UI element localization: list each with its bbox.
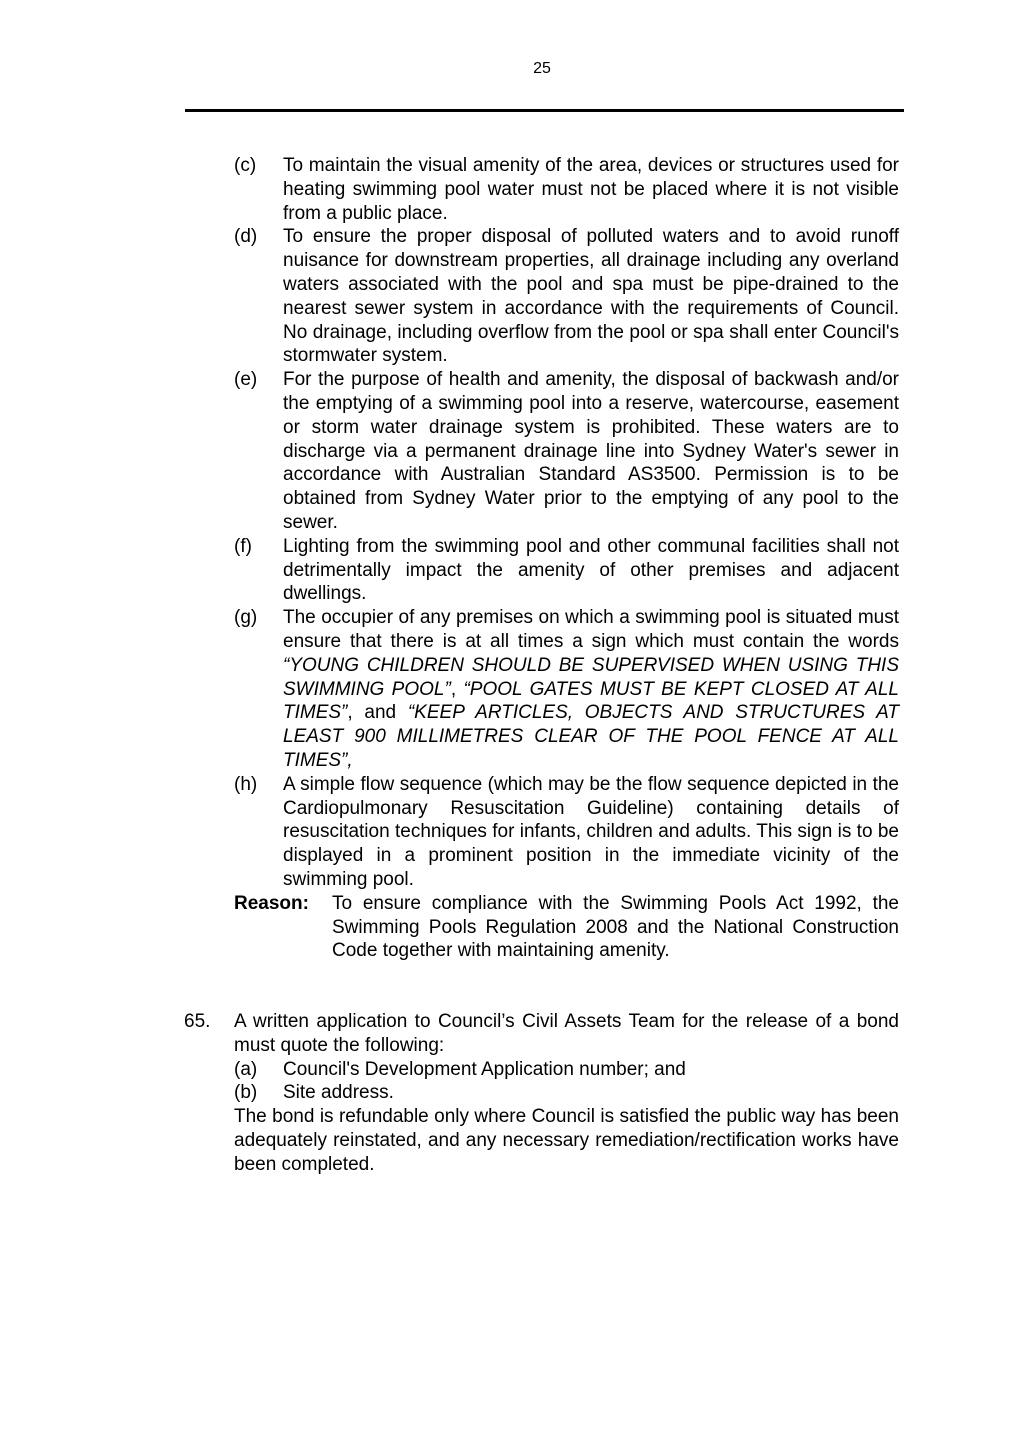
- condition-item-h: [234, 773, 899, 892]
- item-label: (c): [234, 155, 257, 176]
- condition-item-f: [234, 535, 899, 606]
- condition-subitem-b: [234, 1081, 899, 1105]
- condition-closing: The bond is refundable only where Council is satisfied the public way has been adequately reinstated, and any necessary remediation/rectification works have been completed.: [234, 1106, 899, 1175]
- subitem-label: (b): [234, 1082, 258, 1104]
- sign-quote-keep-articles: “KEEP ARTICLES, OBJECTS AND STRUCTURES AT LEAST 900 MILLIMETRES CLEAR OF THE POOL FENCE AT ALL TIMES”,: [283, 702, 899, 771]
- page-number: 25: [533, 60, 551, 77]
- item-text: A simple flow sequence (which may be the flow sequence depicted in the Cardiopulmonary Resuscitation Guideline) containing details of resuscitation techniques for infants, children and adults. This sign is to be displayed in a prominent position in the immediate vicinity of the swimming pool.: [283, 773, 899, 890]
- sign-quote-young-children: “YOUNG CHILDREN SHOULD BE SUPERVISED WHEN USING THIS SWIMMING POOL”: [283, 654, 899, 700]
- condition-item-c: [234, 154, 899, 225]
- item-text-intro: The occupier of any premises on which a swimming pool is situated must ensure that there is at all times a sign which must contain the words: [283, 607, 899, 652]
- condition-item-d: [234, 225, 899, 368]
- condition-subitem-a: [234, 1058, 899, 1082]
- item-label: (e): [234, 369, 258, 391]
- item-label: (d): [234, 226, 258, 248]
- reason-block: [234, 892, 899, 963]
- item-text: [283, 606, 899, 773]
- item-label: (g): [234, 607, 258, 629]
- separator: , and: [347, 702, 408, 724]
- item-label: (f): [234, 535, 252, 557]
- reason-label: Reason:: [234, 892, 309, 914]
- subitem-text: Council's Development Application number; and: [283, 1058, 686, 1080]
- item-text: For the purpose of health and amenity, the disposal of backwash and/or the emptying of a swimming pool into a reserve, watercourse, easement or storm water drainage system is prohibited. These waters are to discharge via a permanent drainage line into Sydney Water's sewer in accordance with Australian Standard AS3500. Permission is to be obtained from Sydney Water prior to the emptying of any pool to the sewer.: [283, 369, 899, 533]
- separator: ,: [450, 678, 464, 700]
- subitem-label: (a): [234, 1058, 258, 1080]
- item-label: (h): [234, 773, 258, 795]
- item-text: To maintain the visual amenity of the area, devices or structures used for heating swimming pool water must not be placed where it is not visible from a public place.: [283, 155, 899, 224]
- condition-item-g: [234, 606, 899, 773]
- condition-number: 65.: [184, 1011, 211, 1033]
- subitem-text: Site address.: [283, 1082, 394, 1104]
- condition-65: [184, 1010, 899, 1177]
- sign-quote-pool-gates: “POOL GATES MUST BE KEPT CLOSED AT ALL TIMES”: [283, 678, 899, 724]
- reason-text: To ensure compliance with the Swimming Pools Act 1992, the Swimming Pools Regulation 2008 and the National Construction Code together with maintaining amenity.: [332, 892, 899, 962]
- condition-item-e: [234, 368, 899, 535]
- item-text: To ensure the proper disposal of polluted waters and to avoid runoff nuisance for downstream properties, all drainage including any overland waters associated with the pool and spa must be pipe-drained to the nearest sewer system in accordance with the requirements of Council. No drainage, including overflow from the pool or spa shall enter Council's stormwater system.: [283, 226, 899, 367]
- header-rule: [185, 109, 904, 112]
- condition-intro: A written application to Council’s Civil Assets Team for the release of a bond must quote the following:: [234, 1011, 899, 1056]
- document-body: [184, 154, 899, 1177]
- item-text: Lighting from the swimming pool and other communal facilities shall not detrimentally impact the amenity of other premises and adjacent dwellings.: [283, 535, 899, 605]
